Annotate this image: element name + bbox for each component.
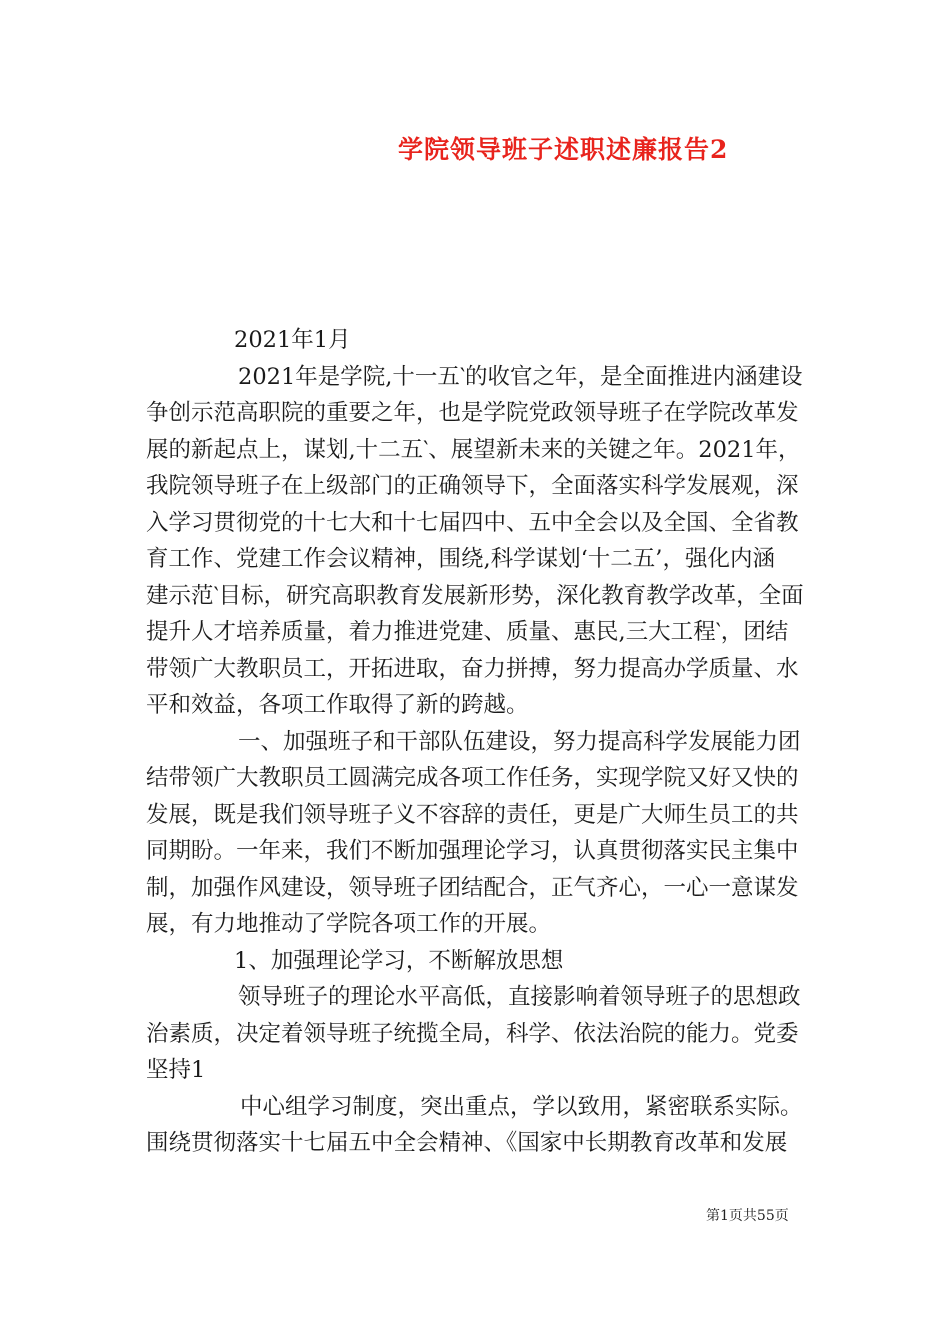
section-heading: 1、加强理论学习，不断解放思想 xyxy=(234,947,564,974)
text-line: 平和效益，各项工作取得了新的跨越。 xyxy=(146,692,529,718)
text-line: 育工作、党建工作会议精神，围绕,科学谋划‘十二五’，强化内涵 xyxy=(146,546,775,572)
document-title: 学院领导班子述职述廉报告2 xyxy=(398,135,729,164)
text-line: 围绕贯彻落实十七届五中全会精神、《国家中长期教育改革和发展 xyxy=(146,1130,788,1156)
text-line: 我院领导班子在上级部门的正确领导下，全面落实科学发展观，深 xyxy=(146,473,799,499)
text-line: 带领广大教职员工，开拓进取，奋力拼搏，努力提高办学质量、水 xyxy=(146,655,799,682)
text-line: 结带领广大教职员工圆满完成各项工作任务，实现学院又好又快的 xyxy=(146,765,799,791)
text-line: 争创示范高职院的重要之年，也是学院党政领导班子在学院改革发 xyxy=(146,400,799,426)
text-line: 建示范‵目标，研究高职教育发展新形势，深化教育教学改革，全面 xyxy=(146,582,804,609)
page-number: 第1页共55页 xyxy=(706,1208,789,1224)
text-line: 展的新起点上，谋划,十二五‵、展望新未来的关键之年。2021年， xyxy=(146,436,801,463)
text-line: 2021年是学院,十一五‵的收官之年，是全面推进内涵建设 xyxy=(238,363,803,390)
document-body xyxy=(146,322,808,1162)
text-line: 入学习贯彻党的十七大和十七届四中、五中全会以及全国、全省教 xyxy=(146,509,799,536)
text-line: 领导班子的理论水平高低，直接影响着领导班子的思想政 xyxy=(238,984,801,1010)
text-line: 制，加强作风建设，领导班子团结配合，正气齐心，一心一意谋发 xyxy=(146,874,799,901)
text-line: 治素质，决定着领导班子统揽全局，科学、依法治院的能力。党委 xyxy=(146,1020,799,1047)
text-line: 中心组学习制度，突出重点，学以致用，紧密联系实际。 xyxy=(240,1093,803,1120)
text-line: 同期盼。一年来，我们不断加强理论学习，认真贯彻落实民主集中 xyxy=(146,838,799,864)
text-line: 提升人才培养质量，着力推进党建、质量、惠民,三大工程‵，团结 xyxy=(146,619,789,645)
text-line: 2021年1月 xyxy=(234,327,351,353)
text-line: 一、加强班子和干部队伍建设，努力提高科学发展能力团 xyxy=(238,728,801,755)
text-line: 发展，既是我们领导班子义不容辞的责任，更是广大师生员工的共 xyxy=(146,801,799,828)
text-line: 坚持1 xyxy=(146,1057,206,1083)
text-line: 展，有力地推动了学院各项工作的开展。 xyxy=(146,911,552,937)
